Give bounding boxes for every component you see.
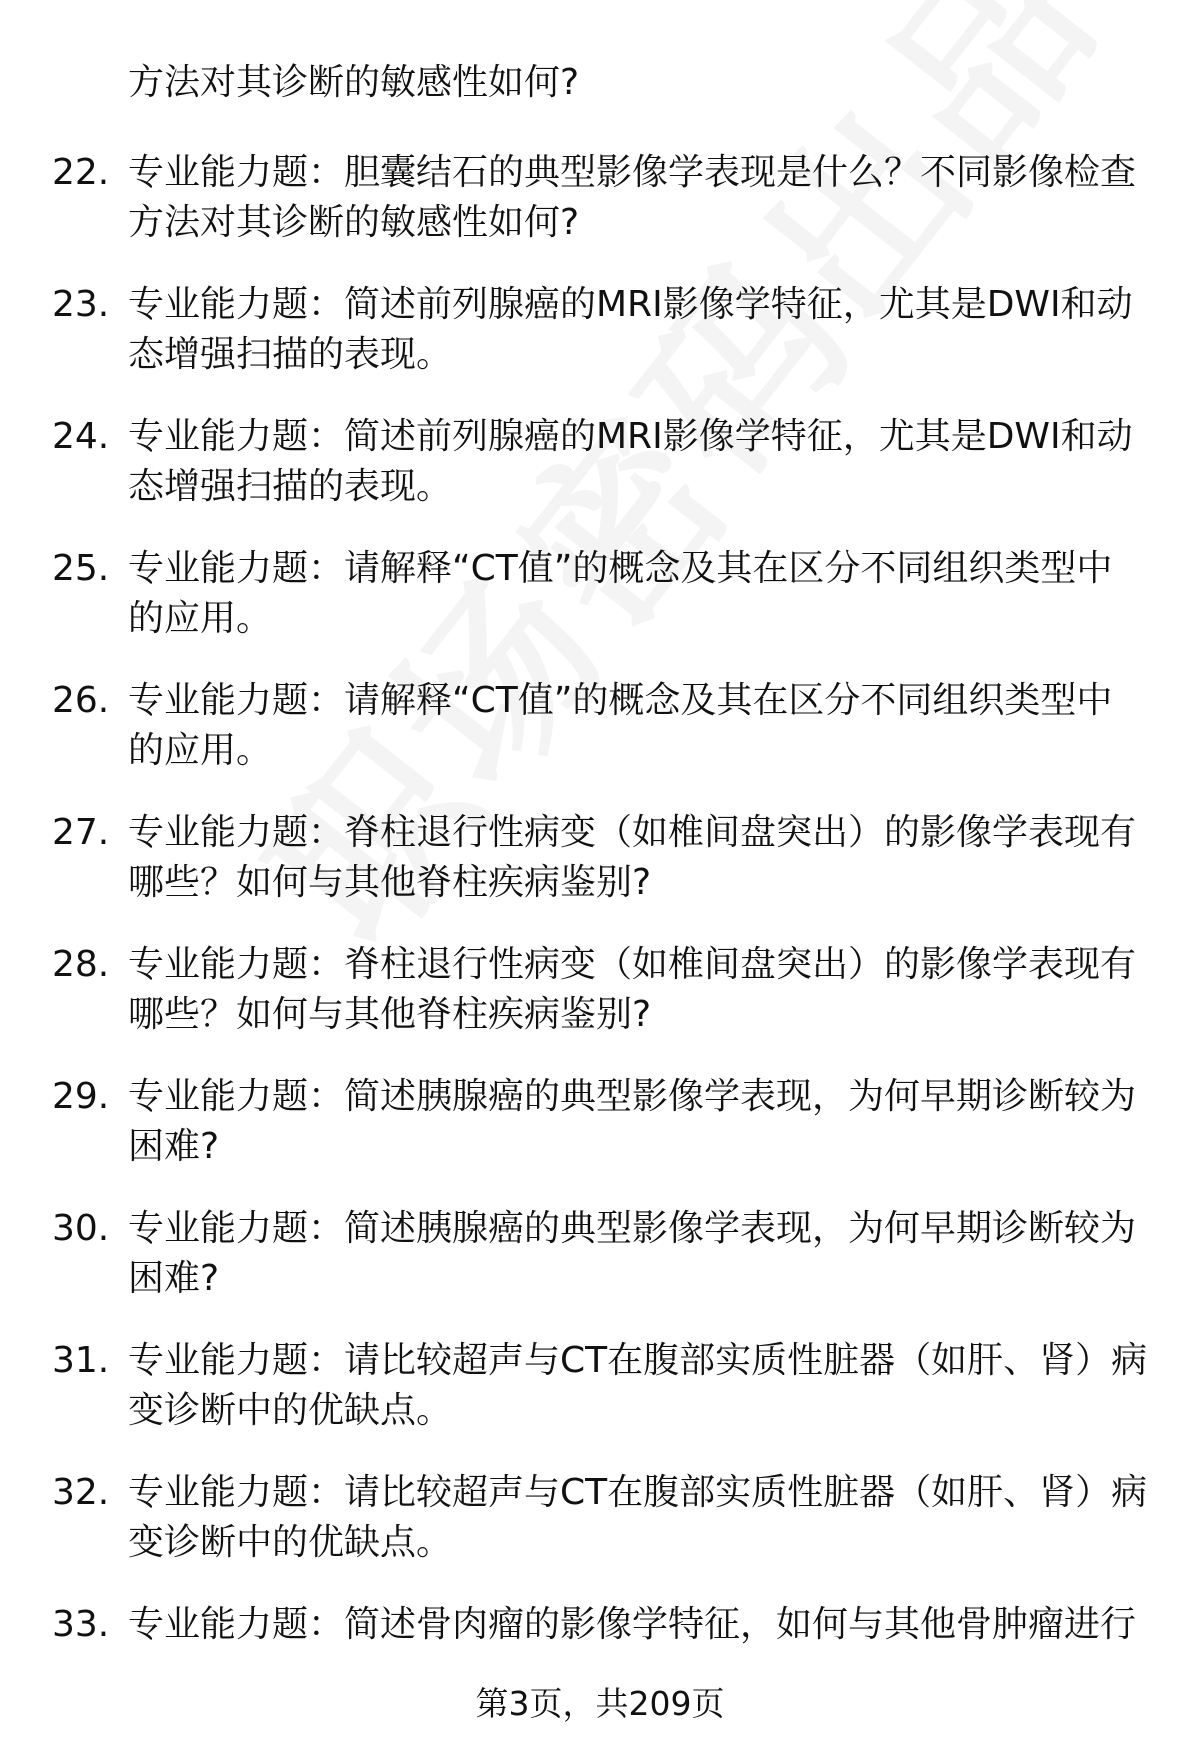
question-text-line: 专业能力题：脊柱退行性病变（如椎间盘突出）的影像学表现有 [128, 812, 1137, 853]
question-text-line: 专业能力题：简述骨肉瘤的影像学特征，如何与其他骨肿瘤进行 [128, 1604, 1137, 1645]
question-text-line: 变诊断中的优缺点。 [128, 1522, 453, 1563]
question-text [128, 280, 1148, 380]
question-text [128, 940, 1148, 1040]
question-text-line: 方法对其诊断的敏感性如何? [128, 202, 580, 243]
question-number: 24. [52, 416, 110, 457]
question-item [0, 1336, 1200, 1468]
question-number: 32. [52, 1472, 110, 1513]
question-text-line: 专业能力题：请解释“CT值”的概念及其在区分不同组织类型中 [128, 680, 1113, 721]
question-text [128, 808, 1148, 908]
question-text-line: 专业能力题：请比较超声与CT在腹部实质性脏器（如肝、肾）病 [128, 1472, 1148, 1513]
question-text-line: 专业能力题：请解释“CT值”的概念及其在区分不同组织类型中 [128, 548, 1113, 589]
question-number: 31. [52, 1340, 110, 1381]
question-text [128, 676, 1148, 776]
question-text-line: 专业能力题：简述前列腺癌的MRI影像学特征，尤其是DWI和动 [128, 416, 1133, 457]
question-text-line: 专业能力题：简述胰腺癌的典型影像学表现，为何早期诊断较为 [128, 1076, 1137, 1117]
question-text-line: 专业能力题：胆囊结石的典型影像学表现是什么？不同影像检查 [128, 152, 1137, 193]
question-item [0, 940, 1200, 1072]
question-text [128, 1468, 1148, 1568]
question-text-line: 困难? [128, 1258, 220, 1299]
question-text-line: 专业能力题：简述前列腺癌的MRI影像学特征，尤其是DWI和动 [128, 284, 1133, 325]
question-number: 27. [52, 812, 110, 853]
question-number: 22. [52, 152, 110, 193]
question-text-line: 哪些？如何与其他脊柱疾病鉴别? [128, 862, 652, 903]
question-number: 29. [52, 1076, 110, 1117]
question-text [128, 1600, 1148, 1650]
question-item [0, 1468, 1200, 1600]
question-item [0, 808, 1200, 940]
question-text-line: 哪些？如何与其他脊柱疾病鉴别? [128, 994, 652, 1035]
question-number: 26. [52, 680, 110, 721]
question-number: 30. [52, 1208, 110, 1249]
question-item [0, 412, 1200, 544]
question-text [128, 148, 1148, 248]
question-list [0, 148, 1200, 1732]
question-text-line: 专业能力题：脊柱退行性病变（如椎间盘突出）的影像学表现有 [128, 944, 1137, 985]
question-text-line: 的应用。 [128, 598, 273, 639]
page-footer: 第3页，共209页 [475, 1684, 725, 1723]
continuation-text: 方法对其诊断的敏感性如何? [128, 62, 580, 103]
question-item [0, 544, 1200, 676]
question-text [128, 1072, 1148, 1172]
question-number: 33. [52, 1604, 110, 1645]
question-item [0, 280, 1200, 412]
question-text [128, 1204, 1148, 1304]
question-number: 23. [52, 284, 110, 325]
question-text-line: 态增强扫描的表现。 [128, 466, 453, 507]
question-item [0, 1072, 1200, 1204]
question-number: 28. [52, 944, 110, 985]
question-item [0, 1204, 1200, 1336]
question-item [0, 676, 1200, 808]
question-number: 25. [52, 548, 110, 589]
question-text-line: 态增强扫描的表现。 [128, 334, 453, 375]
question-text-line: 专业能力题：请比较超声与CT在腹部实质性脏器（如肝、肾）病 [128, 1340, 1148, 1381]
question-text-line: 的应用。 [128, 730, 273, 771]
question-text-line: 变诊断中的优缺点。 [128, 1390, 453, 1431]
question-text [128, 412, 1148, 512]
question-item [0, 148, 1200, 280]
question-text-line: 专业能力题：简述胰腺癌的典型影像学表现，为何早期诊断较为 [128, 1208, 1137, 1249]
question-text [128, 1336, 1148, 1436]
question-text-line: 困难? [128, 1126, 220, 1167]
question-text [128, 544, 1148, 644]
